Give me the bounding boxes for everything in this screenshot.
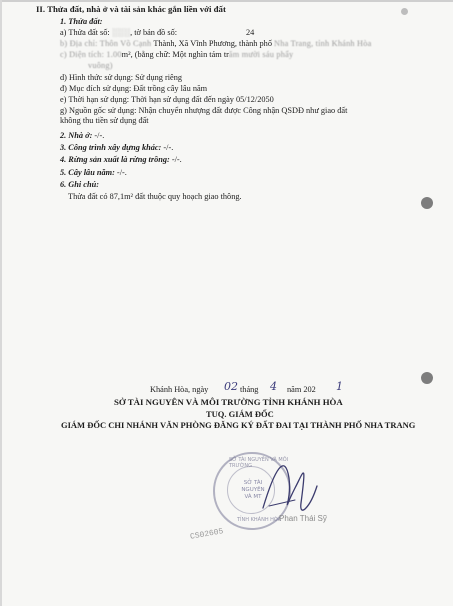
- address-redacted: b) Địa chỉ: Thôn Võ Cạnh: [60, 39, 152, 48]
- item-value: -/-.: [92, 131, 105, 140]
- date-prefix: Khánh Hòa, ngày: [150, 385, 209, 394]
- page-border-left: [0, 0, 2, 606]
- area-redacted: c) Diện tích: 1.00: [60, 50, 122, 59]
- item-label: 3. Công trình xây dựng khác:: [60, 143, 162, 152]
- item-forest: [60, 155, 182, 165]
- usage-form: d) Hình thức sử dụng: Sử dụng riêng: [60, 73, 183, 82]
- land-address-line: [60, 39, 371, 49]
- director-title: GIÁM ĐỐC CHI NHÁNH VĂN PHÒNG ĐĂNG KÝ ĐẤT ĐAI TẠI THÀNH PHỐ NHA TRANG: [61, 420, 416, 430]
- tuq-title: TUQ. GIÁM ĐỐC: [206, 409, 274, 419]
- land-heading: 1. Thửa đất:: [60, 17, 103, 26]
- item-label: 6. Ghi chú:: [60, 180, 99, 189]
- usage-purpose: đ) Mục đích sử dụng: Đất trồng cây lâu năm: [60, 84, 208, 93]
- item-note: [60, 180, 99, 190]
- item-value: -/-.: [169, 155, 182, 164]
- punch-hole-icon: [401, 8, 408, 15]
- punch-hole-icon: [421, 372, 433, 384]
- map-sheet-label: , tờ bản đồ số:: [130, 28, 178, 37]
- item-value: -/-.: [161, 143, 174, 152]
- item-value: -/-.: [114, 168, 127, 177]
- land-area-line: [60, 50, 293, 60]
- item-label: 2. Nhà ở:: [60, 131, 93, 140]
- handwritten-serial: CS02605: [189, 527, 225, 542]
- section-title: II. Thửa đất, nhà ở và tài sản khác gắn liền với đất: [36, 4, 226, 14]
- page-border-top: [0, 0, 453, 2]
- month-label: tháng: [240, 385, 259, 394]
- address-tail-redacted: Nha Trang, tỉnh Khánh Hòa: [274, 39, 372, 48]
- item-label: 5. Cây lâu năm:: [60, 168, 115, 177]
- address-text: Thành, Xã Vĩnh Phương, thành phố: [153, 39, 272, 48]
- item-construction: [60, 143, 173, 153]
- note-text: Thửa đất có 87,1m² đất thuộc quy hoạch giao thông.: [68, 192, 242, 201]
- signing-day: 02: [224, 380, 238, 393]
- usage-origin-cont: không thu tiền sử dụng đất: [60, 116, 149, 125]
- area-text: m², (bằng chữ: Một nghìn tám tr: [121, 50, 229, 59]
- agency-name: SỞ TÀI NGUYÊN VÀ MÔI TRƯỜNG TỈNH KHÁNH HÒA: [114, 397, 343, 407]
- item-house: [60, 131, 104, 141]
- punch-hole-icon: [421, 197, 433, 209]
- parcel-label: a) Thửa đất số:: [60, 28, 112, 37]
- area-tail-redacted: ăm mười sáu phẩy: [228, 50, 294, 59]
- year-prefix: năm 202: [287, 385, 316, 394]
- item-perennial: [60, 168, 127, 178]
- signing-year-digit: 1: [336, 380, 343, 393]
- land-parcel-line: [60, 28, 177, 38]
- item-label: 4. Rừng sản xuất là rừng trồng:: [60, 155, 170, 164]
- stamp-center-text: SỞ TÀI NGUYÊN VÀ MT: [241, 480, 265, 500]
- signing-month: 4: [270, 380, 277, 393]
- stamp-ring-text: SỞ TÀI NGUYÊN VÀ MÔI TRƯỜNG: [229, 457, 289, 469]
- area-continuation: vuông): [88, 61, 113, 70]
- map-sheet-number: 24: [246, 28, 255, 37]
- signer-name: Phan Thái Sỹ: [279, 514, 327, 523]
- parcel-number-redacted: ░░░: [111, 28, 131, 37]
- signing-date: [150, 385, 208, 395]
- stamp-bottom-text: TỈNH KHÁNH HÒA: [237, 517, 282, 523]
- usage-origin: g) Nguồn gốc sử dụng: Nhận chuyển nhượng đất được Công nhận QSDĐ như giao đất: [60, 106, 348, 115]
- usage-term: e) Thời hạn sử dụng: Thời hạn sử dụng đất đến ngày 05/12/2050: [60, 95, 274, 104]
